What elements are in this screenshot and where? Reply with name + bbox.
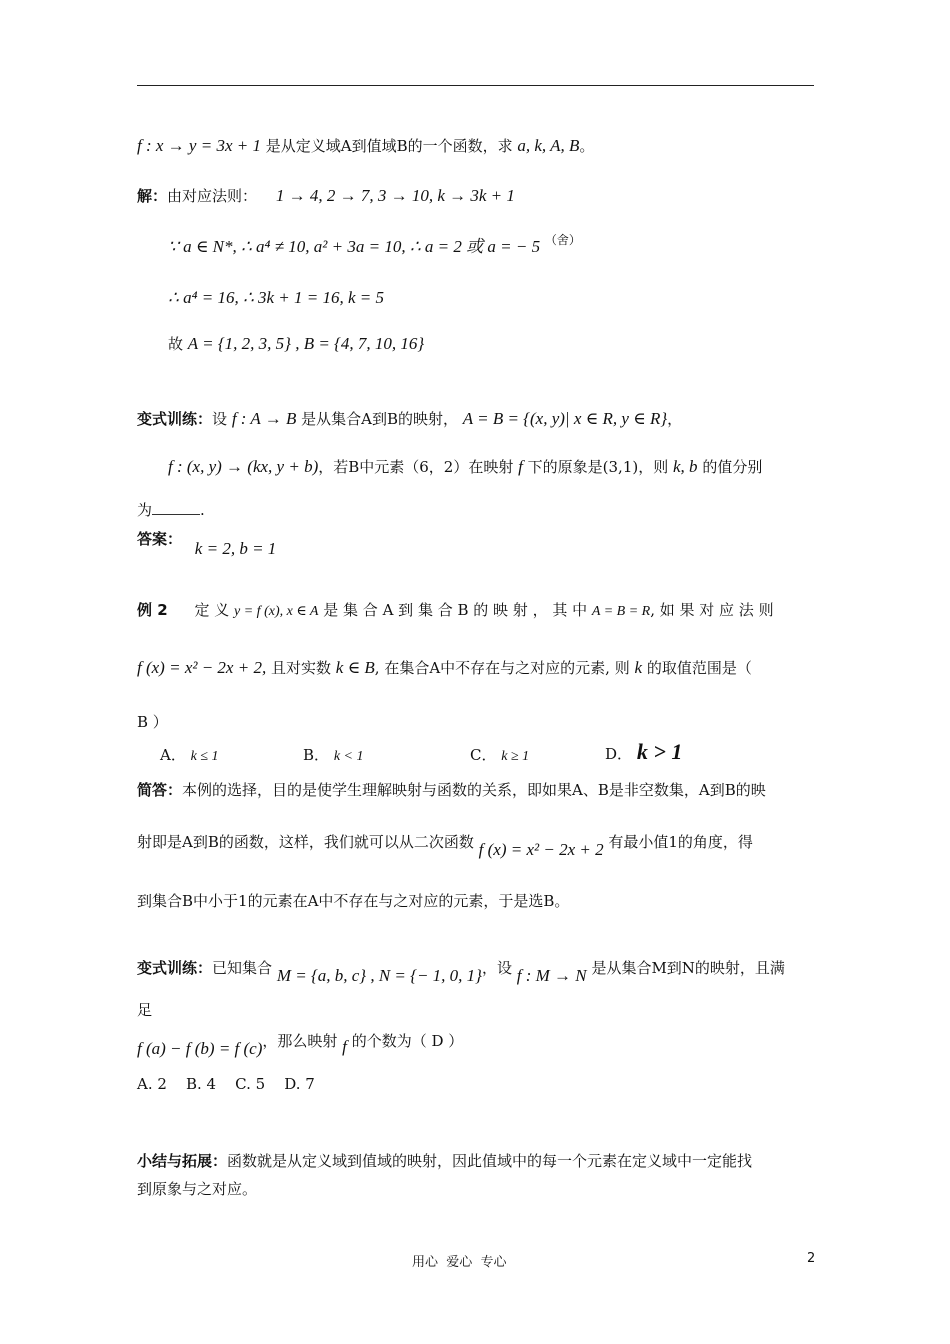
example2-formula-2: A = B = R	[591, 604, 651, 619]
brief-label: 简答：	[137, 781, 183, 799]
brief-text-2a: 射即是A到B的函数，这样，我们就可以从二次函数	[137, 833, 474, 851]
intro-line	[137, 136, 594, 156]
exercise2-text-2: ，设	[481, 959, 512, 977]
example2-text-3: , 如 果 对 应 法 则	[650, 601, 774, 619]
exercise2-text-6: 的个数为（ D ）	[351, 1032, 464, 1050]
exercise2-text-5: ，那么映射	[262, 1032, 338, 1050]
summary-line-2	[137, 1179, 257, 1199]
option-d-letter: D．	[605, 745, 633, 763]
solution-line3-formula: ∴ a⁴ = 16, ∴ 3k + 1 = 16, k = 5	[168, 288, 385, 307]
brief-text-1: 本例的选择，目的是使学生理解映射与函数的关系，即如果A、B是非空数集，A到B的映	[182, 781, 766, 799]
exercise1-formula-2: A = B = {(x, y)| x ∈ R, y ∈ R}	[462, 409, 668, 428]
intro-vars: a, k, A, B	[517, 136, 580, 155]
footer-center: 用心 爱心 专心	[412, 1255, 507, 1270]
solution-mapping: 1 → 4, 2 → 7, 3 → 10, k → 3k + 1	[275, 186, 515, 205]
brief-formula: f (x) = x² − 2x + 2	[478, 840, 604, 859]
example2-text-2: 是 集 合 A 到 集 合 B 的 映 射 ， 其 中	[323, 601, 588, 619]
intro-text: 是从定义域A到值域B的一个函数，求	[265, 137, 513, 155]
exercise2-formula-3: f (a) − f (b) = f (c)	[137, 1039, 263, 1058]
option-d-value: k > 1	[636, 739, 683, 764]
exercise2-formula-4: f	[342, 1037, 347, 1056]
example2-line-1	[137, 600, 774, 622]
intro-formula: f : x → y = 3x + 1	[137, 136, 261, 155]
exercise1-formula-3: f : (x, y) → (kx, y + b)	[168, 457, 319, 476]
example2-formula-1: y = f (x), x ∈ A	[234, 604, 319, 619]
option-c-value: k ≥ 1	[501, 749, 530, 764]
exercise2-options	[137, 1074, 315, 1094]
exercise1-line-1	[137, 409, 682, 429]
example2-formula-3: f (x) = x² − 2x + 2,	[137, 658, 267, 677]
exercise2-line-3	[137, 1031, 464, 1058]
exercise1-text-4: ，若B中元素（6，2）在映射	[318, 458, 514, 476]
summary-text-1: 函数就是从定义域到值域的映射，因此值域中的每一个元素在定义域中一定能找	[227, 1152, 753, 1170]
example2-text-1: 定 义	[194, 601, 230, 619]
exercise1-text-1: 设	[212, 410, 228, 428]
exercise2-formula-2: f : M → N	[516, 966, 587, 985]
solution-line-1	[137, 186, 515, 206]
exercise1-formula-1: f : A → B	[231, 409, 297, 428]
summary-label: 小结与拓展：	[137, 1152, 228, 1170]
exercise2-text-4: 足	[137, 1001, 153, 1019]
exercise1-formula-4: f	[518, 457, 523, 476]
intro-end: 。	[579, 137, 595, 155]
brief-line-1	[137, 780, 766, 800]
brief-line-2	[137, 832, 753, 859]
option-d	[605, 739, 683, 764]
example2-formula-4: k ∈ B	[335, 658, 375, 677]
example2-formula-5: k	[634, 658, 643, 677]
exercise1-text-6: 的值分别	[702, 458, 763, 476]
option-c-letter: C．	[470, 746, 497, 764]
solution-line4-prefix: 故	[168, 335, 184, 353]
exercise2-label: 变式训练：	[137, 959, 213, 977]
brief-line-3	[137, 891, 569, 911]
brief-text-2b: 有最小值1的角度，得	[608, 833, 753, 851]
exercise1-text-5: 下的原象是(3,1)，则	[527, 458, 669, 476]
example2-label: 例 2	[137, 601, 168, 619]
exercise1-label: 变式训练：	[137, 410, 213, 428]
exercise1-text-7: 为	[137, 501, 153, 519]
header-rule	[137, 85, 814, 86]
solution-line4-formula: A = {1, 2, 3, 5} , B = {4, 7, 10, 16}	[187, 334, 425, 353]
exercise1-text-3: ，	[667, 410, 683, 428]
example2-answer: B ）	[137, 713, 168, 731]
solution-line2-formula: ∵ a ∈ N*, ∴ a⁴ ≠ 10, a² + 3a = 10, ∴ a = 2 或 a = − 5	[168, 237, 541, 256]
option-b-value: k < 1	[333, 749, 364, 764]
exercise1-line-3	[137, 500, 205, 520]
solution-text: 由对应法则：	[167, 187, 258, 205]
option-a-letter: A．	[160, 746, 186, 764]
solution-line-3	[168, 288, 384, 308]
summary-text-2: 到原象与之对应。	[137, 1180, 258, 1198]
exercise2-options-text: A. 2 B. 4 C. 5 D. 7	[137, 1075, 315, 1093]
exercise1-formula-5: k, b	[673, 457, 698, 476]
exercise1-answer	[137, 529, 277, 558]
exercise1-answer-value: k = 2, b = 1	[194, 539, 277, 558]
exercise1-line-2	[168, 457, 762, 477]
example2-line-2	[137, 658, 752, 678]
exercise1-text-8: .	[200, 501, 205, 519]
exercise2-line-2	[137, 1000, 152, 1020]
exercise2-text-3: 是从集合M到N的映射，且满	[591, 959, 785, 977]
example2-text-5: , 在集合A中不存在与之对应的元素, 则	[374, 659, 630, 677]
exercise1-text-2: 是从集合A到B的映射，	[301, 410, 458, 428]
example2-text-4: 且对实数	[270, 659, 331, 677]
exercise1-answer-label: 答案：	[137, 530, 183, 548]
option-c	[470, 745, 529, 767]
solution-line-4	[168, 334, 424, 354]
exercise2-text-1: 已知集合	[212, 959, 273, 977]
solution-label: 解：	[137, 187, 168, 205]
solution-line-2	[168, 233, 581, 258]
option-b	[303, 745, 363, 767]
answer-blank	[152, 500, 200, 515]
example2-answer-line	[137, 712, 168, 732]
solution-line2-note: （舍）	[544, 233, 581, 247]
page-number: 2	[807, 1251, 816, 1266]
brief-text-3: 到集合B中小于1的元素在A中不存在与之对应的元素，于是选B。	[137, 892, 570, 910]
option-b-letter: B．	[303, 746, 330, 764]
summary-line-1	[137, 1151, 752, 1171]
option-a-value: k ≤ 1	[190, 749, 219, 764]
exercise2-formula-1: M = {a, b, c} , N = {− 1, 0, 1}	[276, 966, 482, 985]
option-a	[160, 745, 219, 767]
example2-text-6: 的取值范围是（	[646, 659, 752, 677]
exercise2-line-1	[137, 958, 785, 985]
